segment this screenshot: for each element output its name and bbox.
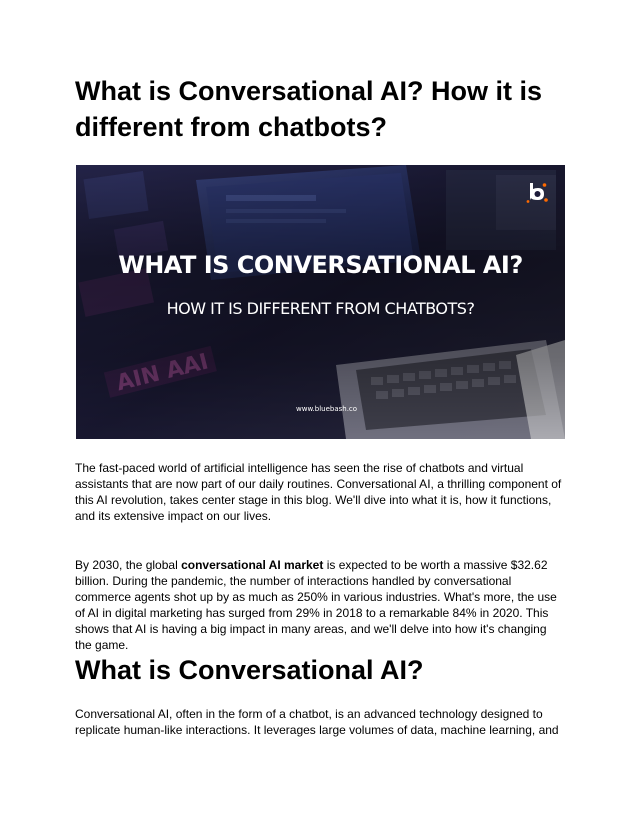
bluebash-logo-icon — [525, 180, 549, 204]
definition-paragraph: Conversational AI, often in the form of a chatbot, is an advanced technology designed to replicate human-like interactions. It leverages large volumes of data, machine learning, and — [75, 707, 559, 737]
page-title: What is Conversational AI? How it is different from chatbots? — [75, 76, 543, 142]
section-heading: What is Conversational AI? — [75, 655, 424, 685]
market-paragraph-text-start: By 2030, the global — [75, 558, 182, 572]
market-paragraph-text-end: is expected to be worth a massive $32.62 billion. During the pandemic, the number of interactions handled by conversational commerce agents shot up by as much as 250% in various industries. What's more, the use of AI in digital marketing has surged from 29% in 2018 to a remarkable 84% in 2020. This shows that AI is having a big impact in many areas, and we'll delve into how it's changing the game. — [75, 558, 557, 652]
hero-headline: WHAT IS CONVERSATIONAL AI? — [118, 251, 523, 279]
conversational-ai-market-link[interactable]: conversational AI market — [181, 558, 324, 572]
hero-image — [76, 165, 565, 439]
intro-paragraph: The fast-paced world of artificial intelligence has seen the rise of chatbots and virtual assistants that are now part of our daily routines. Conversational AI, a thrilling component of this AI revolution, takes center stage in this blog. We'll dive into what it is, how it functions, and its extensive impact on our lives. — [75, 461, 562, 523]
hero-url-text: www.bluebash.co — [296, 405, 358, 413]
hero-subline: HOW IT IS DIFFERENT FROM CHATBOTS? — [166, 299, 475, 318]
market-paragraph — [75, 557, 565, 653]
